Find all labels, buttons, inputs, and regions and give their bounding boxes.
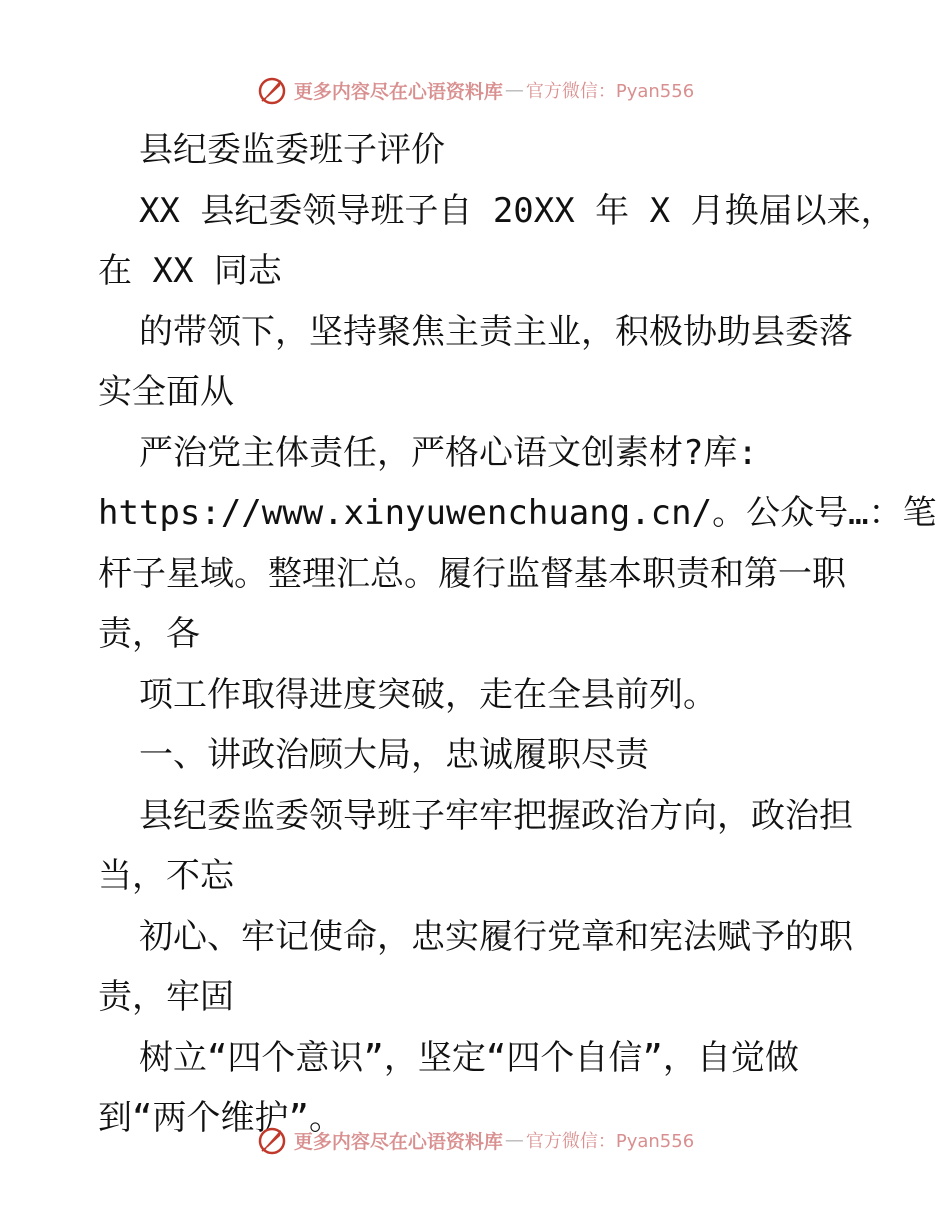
banner-contact: 官方微信：Pyan556 (525, 1131, 695, 1152)
doc-line: 到“两个维护”。 (98, 1098, 343, 1138)
banner-text: 更多内容尽在心语资料库 (293, 1130, 503, 1153)
doc-line: 责，各 (98, 614, 200, 654)
banner-text: 更多内容尽在心语资料库 (293, 80, 503, 103)
doc-line: 实全面从 (98, 372, 234, 412)
banner-separator: — (504, 1129, 524, 1151)
doc-line: XX 县纪委领导班子自 20XX 年 X 月换届以来， (98, 190, 895, 231)
doc-line: 一、讲政治顾大局，忠诚履职尽责 (98, 735, 649, 775)
document-body (98, 120, 937, 1149)
doc-line: 当，不忘 (98, 856, 234, 896)
doc-line: 树立“四个意识”，坚定“四个自信”，自觉做 (98, 1037, 799, 1078)
doc-line: 的带领下，坚持聚焦主责主业，积极协助县委落 (98, 311, 853, 352)
doc-line: 杆子星域。整理汇总。履行监督基本职责和第一职 (98, 553, 846, 594)
doc-line: 初心、牢记使命，忠实履行党章和宪法赋予的职 (98, 916, 853, 957)
quill-logo-icon (256, 1124, 288, 1156)
banner-separator: — (504, 79, 524, 101)
doc-line: 县纪委监委班子评价 (98, 130, 445, 170)
doc-line: 严治党主体责任，严格心语文创素材?库: (98, 432, 758, 473)
header-banner (0, 70, 950, 110)
doc-line: 在 XX 同志 (98, 251, 282, 291)
doc-line: https://www.xinyuwenchuang.cn/。公众号…：笔 (98, 493, 937, 533)
doc-line: 责，牢固 (98, 977, 234, 1017)
doc-line: 项工作取得进度突破，走在全县前列。 (98, 674, 717, 715)
footer-banner (0, 1120, 950, 1160)
doc-line: 县纪委监委领导班子牢牢把握政治方向，政治担 (98, 795, 853, 836)
quill-logo-icon (256, 74, 288, 106)
banner-contact: 官方微信：Pyan556 (525, 81, 695, 102)
